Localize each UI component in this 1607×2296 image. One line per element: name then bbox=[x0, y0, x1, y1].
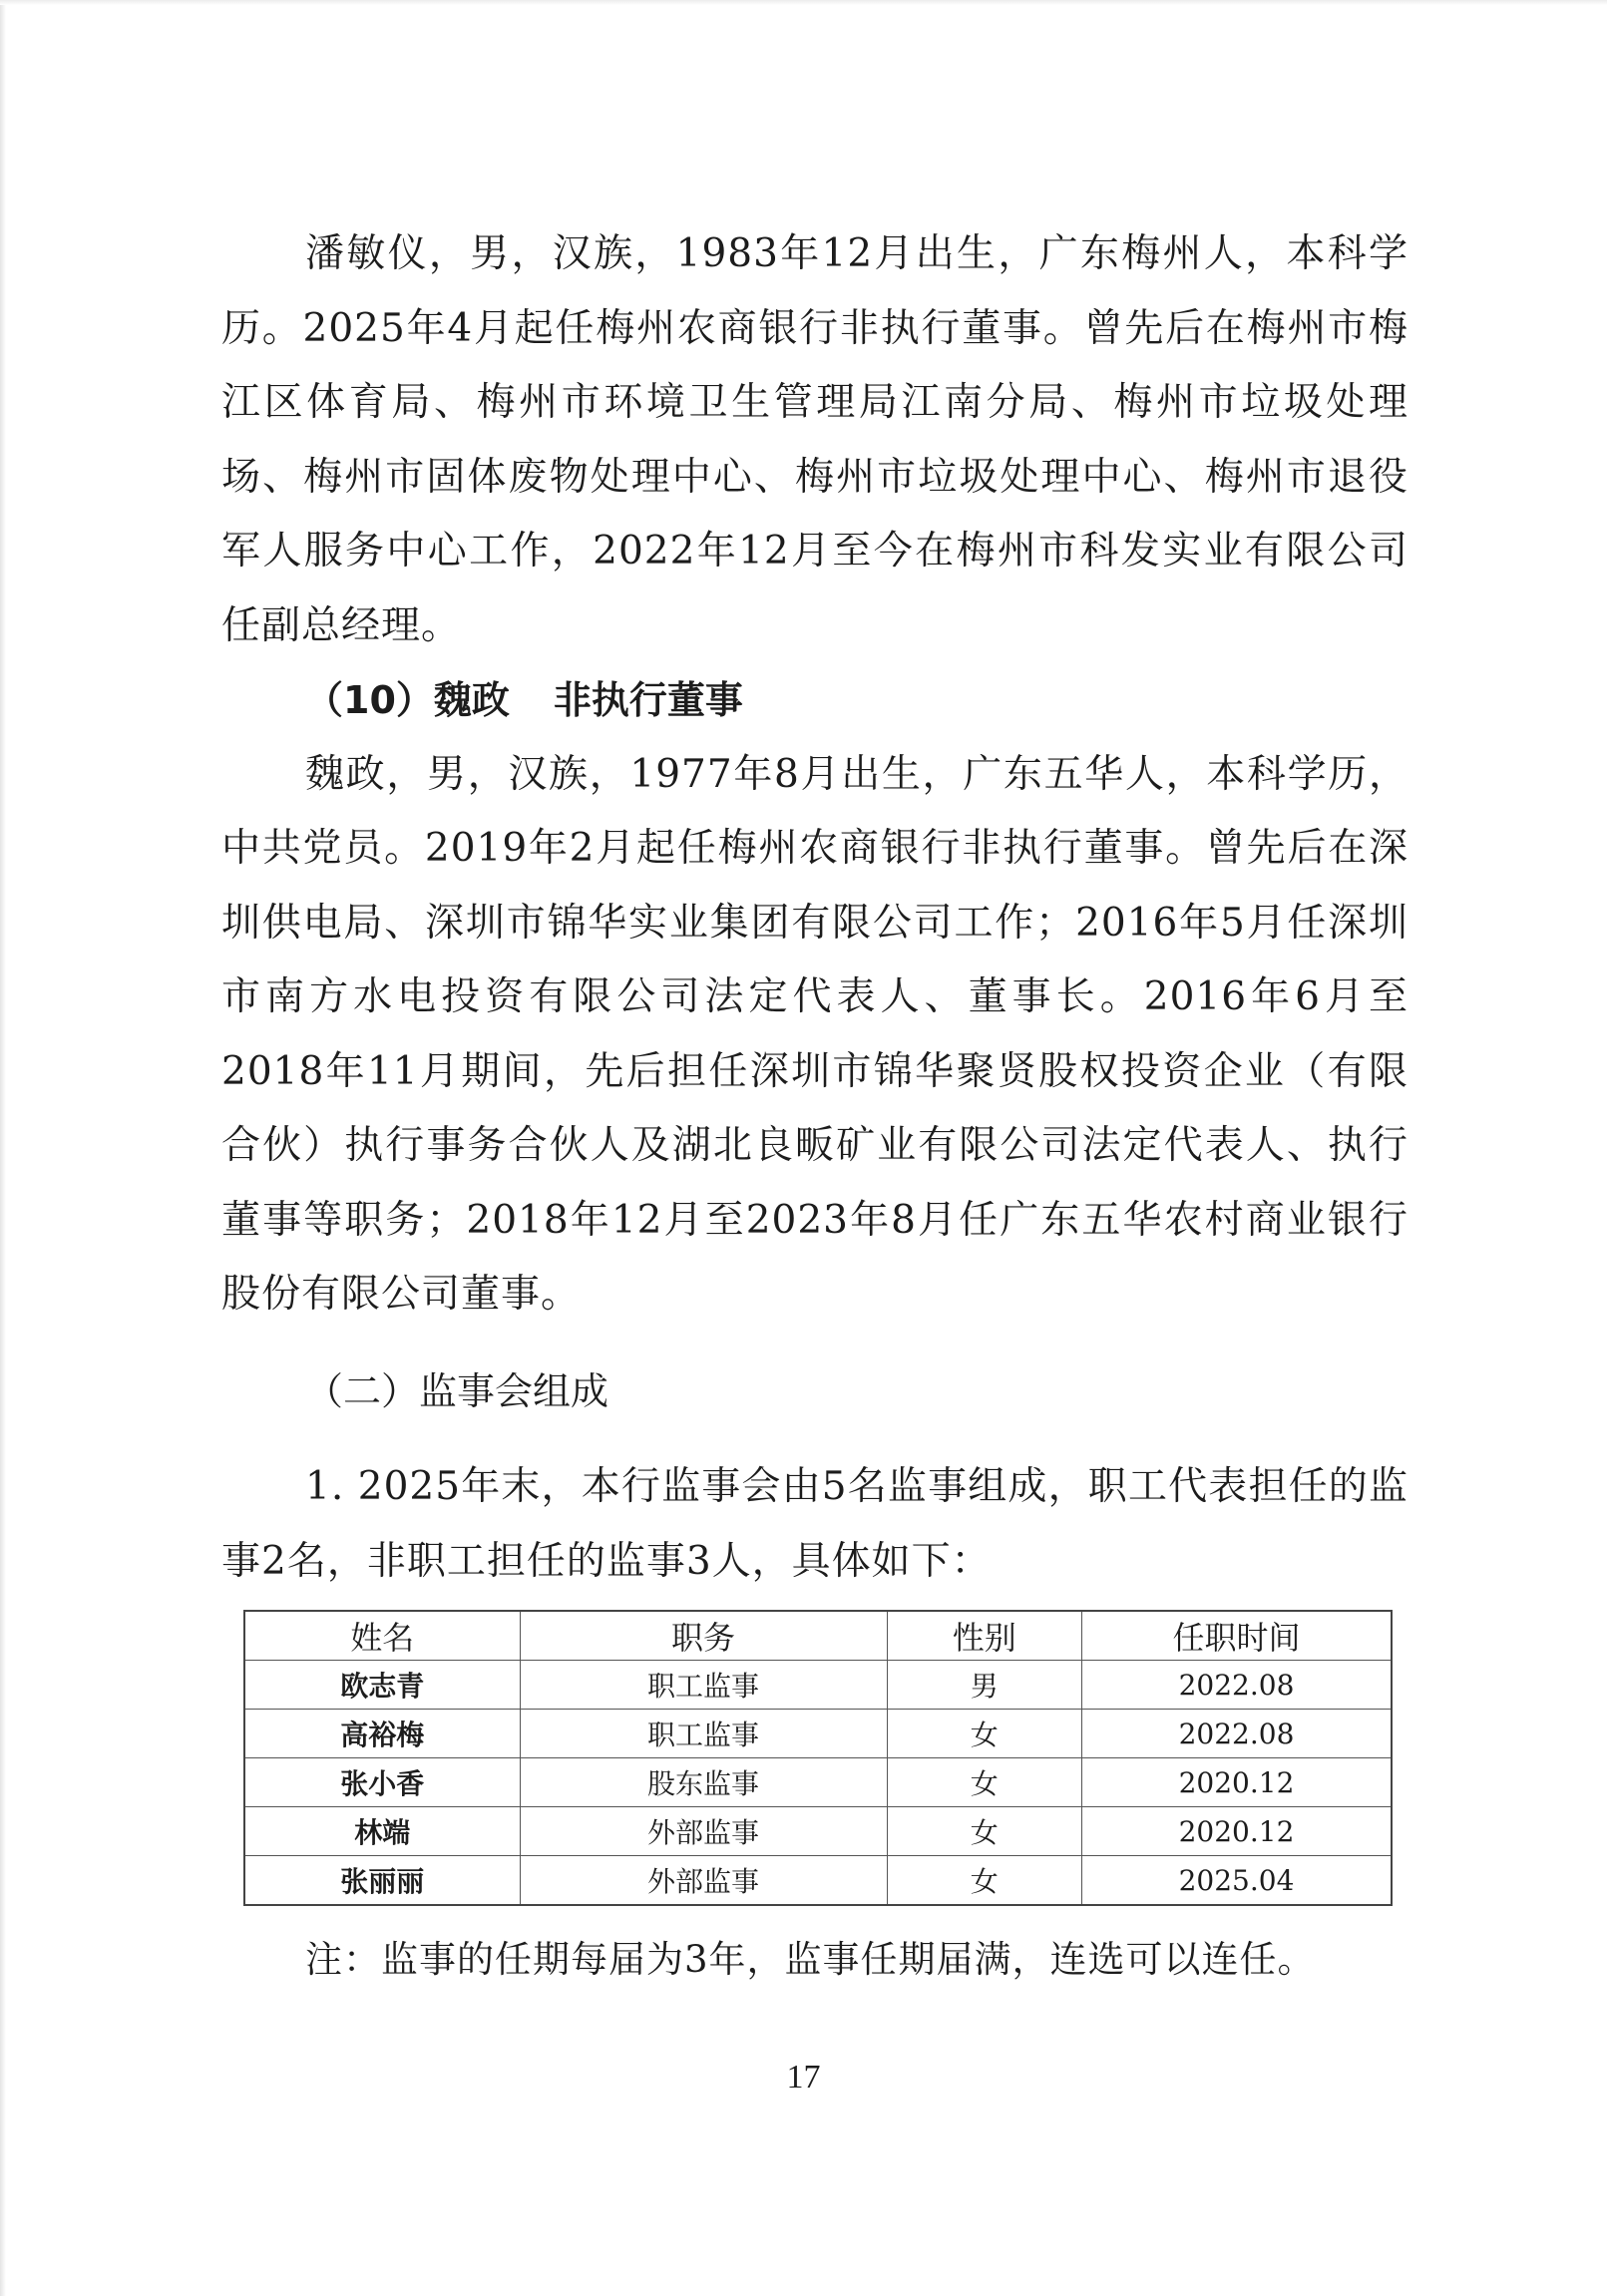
cell-gender: 女 bbox=[887, 1758, 1082, 1807]
supervisors-table bbox=[243, 1610, 1393, 1906]
cell-name: 张小香 bbox=[244, 1758, 520, 1807]
cell-gender: 女 bbox=[887, 1710, 1082, 1758]
table-row bbox=[244, 1807, 1392, 1856]
cell-position: 外部监事 bbox=[520, 1856, 887, 1906]
composition-paragraph: 1. 2025年末，本行监事会由5名监事组成，职工代表担任的监事2名，非职工担任的监事3人，具体如下： bbox=[221, 1464, 1408, 1584]
cell-gender: 女 bbox=[887, 1807, 1082, 1856]
cell-position: 职工监事 bbox=[520, 1710, 887, 1758]
scan-edge bbox=[0, 0, 6, 2296]
heading-role: 非执行董事 bbox=[553, 678, 743, 722]
director-bio-wei: 魏政，男，汉族，1977年8月出生，广东五华人，本科学历，中共党员。2019年2月起任梅州农商银行非执行董事。曾先后在深圳供电局、深圳市锦华实业集团有限公司工作；2016年5月任深圳市南方水电投资有限公司法定代表人、董事长。2016年6月至2018年11月期间，先后担任深圳市锦华聚贤股权投资企业（有限合伙）执行事务合伙人及湖北良畈矿业有限公司法定代表人、执行董事等职务；2018年12月至2023年8月任广东五华农村商业银行股份有限公司董事。 bbox=[221, 751, 1408, 1317]
cell-name: 欧志青 bbox=[244, 1661, 520, 1710]
cell-name: 张丽丽 bbox=[244, 1856, 520, 1906]
table-note: 注：监事的任期每届为3年，监事任期届满，连选可以连任。 bbox=[305, 1938, 1316, 1981]
scan-edge bbox=[0, 0, 1607, 5]
cell-since: 2022.08 bbox=[1082, 1661, 1393, 1710]
table-row bbox=[244, 1710, 1392, 1758]
cell-since: 2022.08 bbox=[1082, 1710, 1393, 1758]
cell-since: 2020.12 bbox=[1082, 1758, 1393, 1807]
cell-gender: 男 bbox=[887, 1661, 1082, 1710]
director-bio-pan: 潘敏仪，男，汉族，1983年12月出生，广东梅州人，本科学历。2025年4月起任梅州农商银行非执行董事。曾先后在梅州市梅江区体育局、梅州市环境卫生管理局江南分局、梅州市垃圾处理场、梅州市固体废物处理中心、梅州市垃圾处理中心、梅州市退役军人服务中心工作，2022年12月至今在梅州市科发实业有限公司任副总经理。 bbox=[221, 231, 1408, 648]
cell-since: 2025.04 bbox=[1082, 1856, 1393, 1906]
cell-position: 股东监事 bbox=[520, 1758, 887, 1807]
cell-since: 2020.12 bbox=[1082, 1807, 1393, 1856]
heading-name: （10）魏政 bbox=[305, 678, 510, 722]
director-heading-wei bbox=[221, 663, 1408, 738]
table-header-row bbox=[244, 1611, 1392, 1661]
column-header: 姓名 bbox=[244, 1611, 520, 1661]
column-header: 职务 bbox=[520, 1611, 887, 1661]
document-body bbox=[221, 217, 1408, 1599]
section-heading: （二）监事会组成 bbox=[305, 1368, 609, 1413]
table-row bbox=[244, 1856, 1392, 1906]
cell-gender: 女 bbox=[887, 1856, 1082, 1906]
cell-position: 外部监事 bbox=[520, 1807, 887, 1856]
table-row bbox=[244, 1758, 1392, 1807]
cell-name: 高裕梅 bbox=[244, 1710, 520, 1758]
table-row bbox=[244, 1661, 1392, 1710]
cell-position: 职工监事 bbox=[520, 1661, 887, 1710]
page-number: 17 bbox=[786, 2059, 821, 2096]
cell-name: 林端 bbox=[244, 1807, 520, 1856]
column-header: 任职时间 bbox=[1082, 1611, 1393, 1661]
column-header: 性别 bbox=[887, 1611, 1082, 1661]
